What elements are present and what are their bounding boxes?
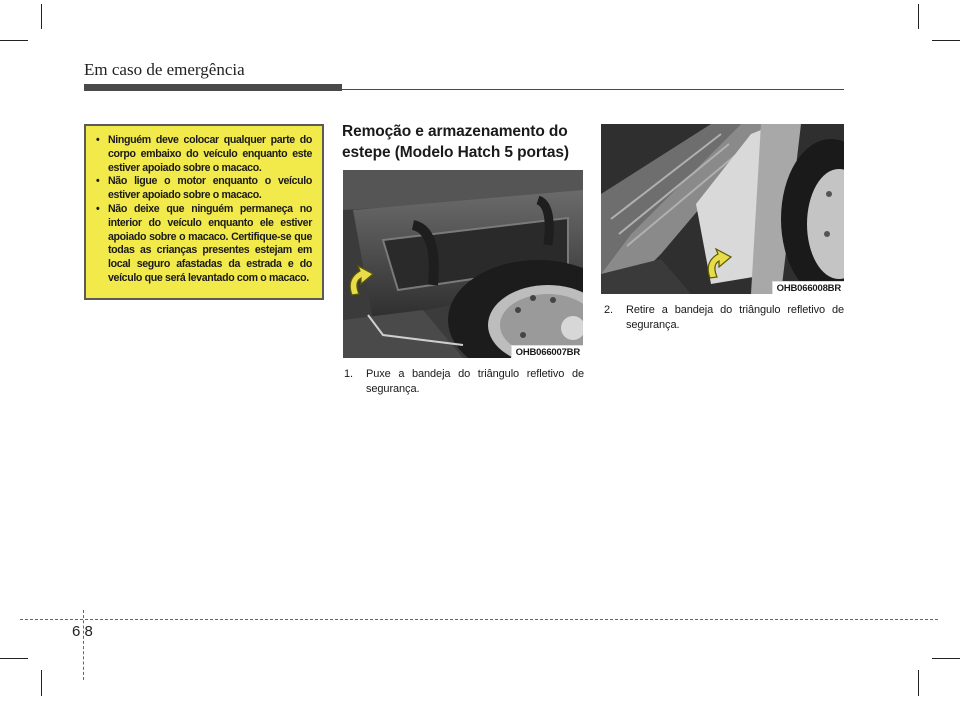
header-rule <box>342 89 844 90</box>
crop-mark <box>0 40 28 41</box>
bullet-icon: • <box>96 175 100 188</box>
warning-item <box>94 203 312 286</box>
figure-triangle-tray <box>601 124 844 294</box>
step-text: Retire a bandeja do triângulo refletivo de segurança. <box>626 304 844 331</box>
chapter-title: Em caso de emergência <box>84 60 245 79</box>
trunk-tray-illustration <box>343 170 583 358</box>
crop-mark <box>932 40 960 41</box>
warning-text: Não deixe que ninguém permaneça no interior do veículo enquanto ele estiver apoiado sobre o macaco. Certifique-se que todas as crianças presentes estejam em local seguro afastadas da estrada e do veículo que será levantado com o macaco. <box>108 202 312 284</box>
footer-rule <box>83 610 84 680</box>
section-heading: Remoção e armazenamento do estepe (Modelo Hatch 5 portas) <box>342 123 569 161</box>
figure-trunk-tray <box>343 170 583 358</box>
bullet-icon: • <box>96 134 100 146</box>
crop-mark <box>0 658 28 659</box>
rotate-arrow-icon <box>704 248 734 282</box>
figure-caption: OHB066008BR <box>772 281 844 294</box>
step-number: 1. <box>344 368 353 380</box>
bullet-icon: • <box>96 202 100 215</box>
crop-mark <box>918 4 919 29</box>
footer-rule <box>20 619 938 620</box>
warning-item <box>94 175 312 203</box>
step-number: 2. <box>604 304 613 316</box>
page-number: 6 8 <box>72 623 93 640</box>
crop-mark <box>918 670 919 696</box>
warning-text: Não ligue o motor enquanto o veículo estiver apoiado sobre o macaco. <box>108 175 312 202</box>
crop-mark <box>41 4 42 29</box>
step-text: Puxe a bandeja do triângulo refletivo de segurança. <box>366 368 584 395</box>
step-item <box>344 367 584 397</box>
warning-item <box>94 134 312 175</box>
warning-text: Ninguém deve colocar qualquer parte do corpo embaixo do veículo enquanto este estiver apoiado sobre o macaco. <box>108 134 312 174</box>
warning-list <box>94 134 312 286</box>
crop-mark <box>932 658 960 659</box>
crop-mark <box>41 670 42 696</box>
figure-caption: OHB066007BR <box>511 345 583 358</box>
warning-box <box>84 124 324 300</box>
header-rule <box>84 84 342 91</box>
rotate-arrow-icon <box>346 265 376 299</box>
step-item <box>604 303 844 333</box>
